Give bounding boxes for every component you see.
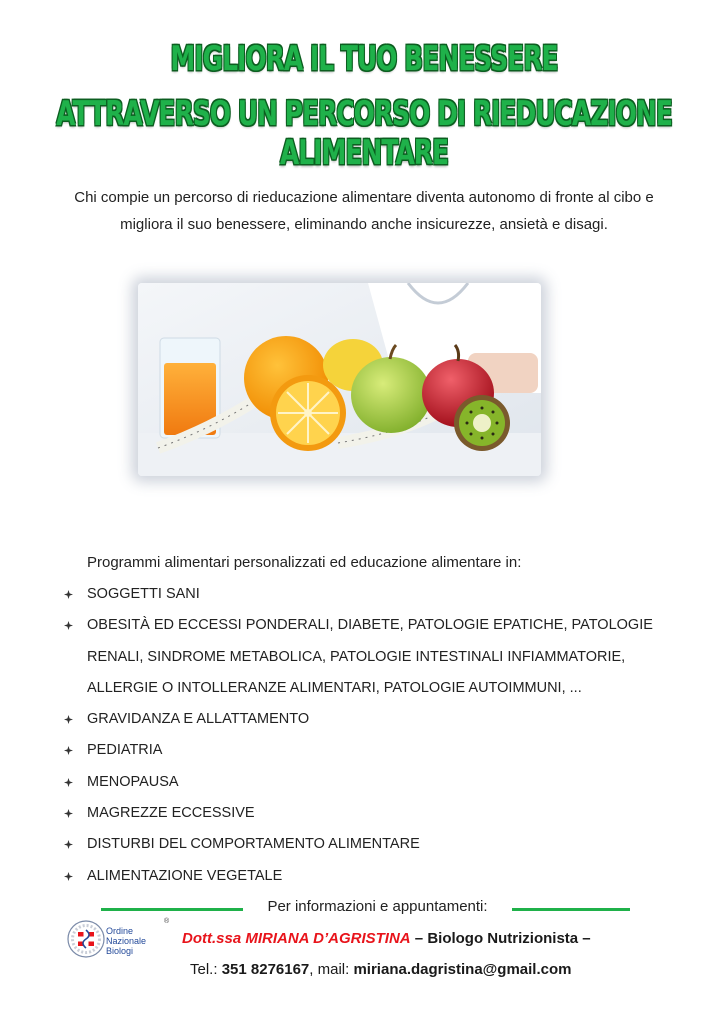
programs-intro: Programmi alimentari personalizzati ed educazione alimentare in: xyxy=(87,554,522,571)
list-item xyxy=(0,579,728,610)
contact-line xyxy=(190,961,572,978)
list-item xyxy=(0,610,728,704)
intro-line-2: migliora il suo benessere, eliminando anche insicurezze, ansietà e disagi. xyxy=(120,216,608,233)
doctor-name: Dott.ssa MIRIANA D’AGRISTINA xyxy=(182,930,411,947)
mail-address[interactable]: miriana.dagristina@gmail.com xyxy=(353,961,572,978)
list-item-text: DISTURBI DEL COMPORTAMENTO ALIMENTARE xyxy=(87,836,420,853)
order-seal-icon xyxy=(66,918,106,960)
intro-text xyxy=(40,184,688,238)
dash-2: – xyxy=(578,930,591,947)
tel-label: Tel.: xyxy=(190,961,222,978)
info-label: Per informazioni e appuntamenti: xyxy=(267,898,488,915)
list-item-text-line-3: ALLERGIE O INTOLLERANZE ALIMENTARI, PATOLOGIE AUTOIMMUNI, ... xyxy=(87,679,582,696)
list-item-text: MENOPAUSA xyxy=(87,773,179,790)
diamond-bullet-icon xyxy=(64,872,73,881)
list-item-text: PEDIATRIA xyxy=(87,742,163,759)
fruit-photo xyxy=(138,283,541,476)
list-item xyxy=(0,704,728,735)
diamond-bullet-icon xyxy=(64,778,73,787)
list-item xyxy=(0,767,728,798)
list-item-text: SOGGETTI SANI xyxy=(87,586,200,602)
logo-word-2: Nazionale xyxy=(106,936,147,946)
onb-logo xyxy=(66,918,172,962)
green-rule-left xyxy=(101,908,243,911)
info-heading xyxy=(0,898,728,920)
list-item xyxy=(0,829,728,860)
list-item xyxy=(0,798,728,829)
diamond-bullet-icon xyxy=(64,590,73,599)
diamond-bullet-icon xyxy=(64,715,73,724)
title-line-2: ATTRAVERSO UN PERCORSO DI RIEDUCAZIONE ALIMENTARE xyxy=(56,93,672,173)
diamond-bullet-icon xyxy=(64,809,73,818)
registered-mark: ® xyxy=(164,918,170,925)
diamond-bullet-icon xyxy=(64,621,73,630)
list-item-text: GRAVIDANZA E ALLATTAMENTO xyxy=(87,711,310,728)
doctor-line xyxy=(182,930,591,947)
logo-words xyxy=(106,926,146,956)
list-item xyxy=(0,861,728,892)
dash-1: – xyxy=(410,930,428,947)
list-item-text: ALIMENTAZIONE VEGETALE xyxy=(87,867,283,884)
intro-line-1: Chi compie un percorso di rieducazione alimentare diventa autonomo di fronte al cibo e xyxy=(74,189,654,206)
logo-word-1: Ordine xyxy=(106,926,134,936)
mail-label: , mail: xyxy=(309,961,354,978)
diamond-bullet-icon xyxy=(64,840,73,849)
list-item xyxy=(0,735,728,766)
list-item-text: MAGREZZE ECCESSIVE xyxy=(87,805,255,822)
logo-word-3: Biologi xyxy=(106,946,134,956)
green-rule-right xyxy=(512,908,630,911)
tel-number[interactable]: 351 8276167 xyxy=(221,961,310,978)
doctor-role: Biologo Nutrizionista xyxy=(427,930,579,947)
list-item-text-line-2: RENALI, SINDROME METABOLICA, PATOLOGIE INTESTINALI INFIAMMATORIE, xyxy=(87,648,626,665)
list-item-text-line-1: OBESITÀ ED ECCESSI PONDERALI, DIABETE, PATOLOGIE EPATICHE, PATOLOGIE xyxy=(87,617,653,634)
diamond-bullet-icon xyxy=(64,746,73,755)
programs-list xyxy=(0,579,728,892)
title-line-1: MIGLIORA IL TUO BENESSERE xyxy=(170,38,558,79)
fruit-and-tape-measure-icon xyxy=(138,283,541,476)
